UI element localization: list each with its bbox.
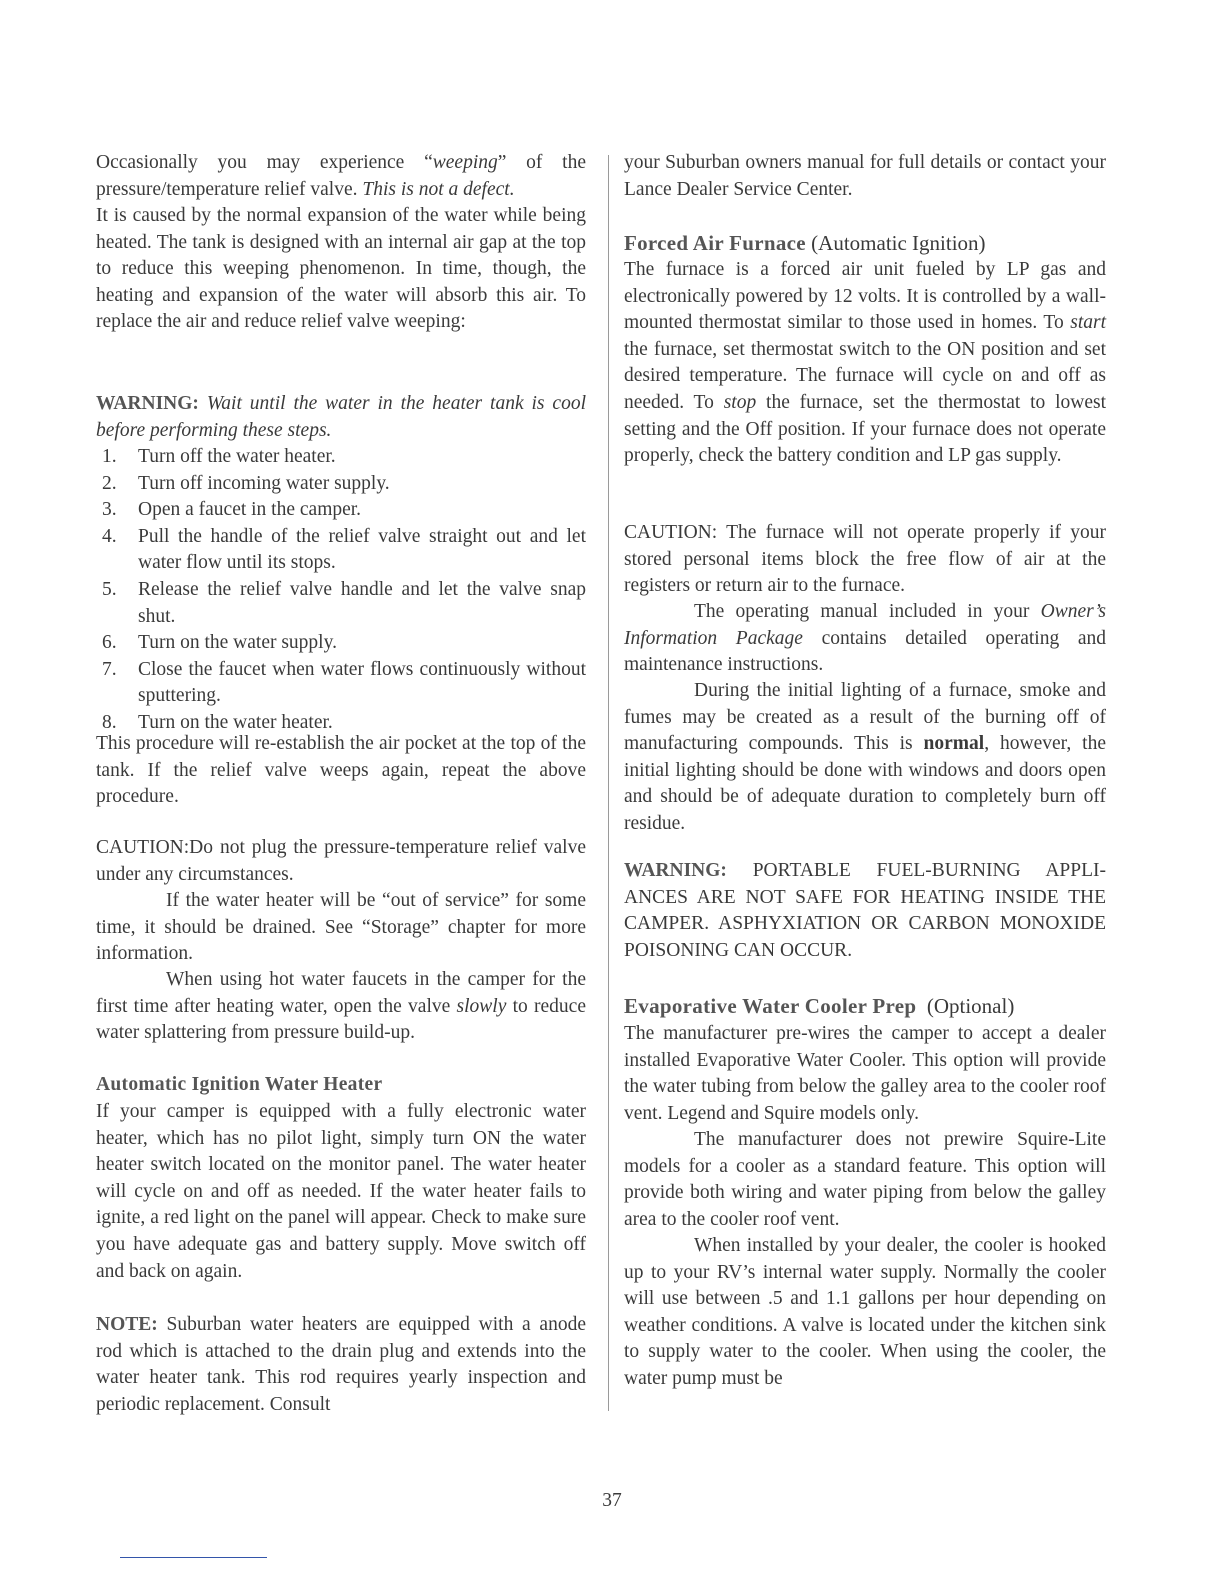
faucet-paragraph: When using hot water faucets in the camper for the first time after heating water, open the valve slowly to reduce water splattering from pressure build-up.: [96, 969, 586, 1044]
continued-paragraph: your Suburban owners manual for full details or contact your Lance Dealer Service Center.: [624, 152, 1106, 200]
storage-paragraph: If the water heater will be “out of service” for some time, it should be drained. See “Storage” chapter for more information.: [96, 890, 586, 965]
water-heater-paragraph: If your camper is equipped with a fully electronic water heater, which has no pilot light, simply turn ON the water heater switch located on the monitor panel. The water heater will cycle on and off as needed. If the water heater fails to ignite, a red light on the panel will appear. Check to make sure you have adequate gas and battery supply. Move switch off and back on again.: [96, 1101, 586, 1282]
warning-label: WARNING:: [624, 860, 727, 881]
column-divider: [608, 155, 609, 1411]
list-item: 6. Turn on the water supply.: [102, 632, 337, 654]
installation-paragraph: When installed by your dealer, the cooler is hooked up to your RV’s internal water supply. Normally the cooler will use between .5 and 1.1 gallons per hour depending on weather conditions. A valve is located under the kitchen sink to supply water to the cooler. When using the cooler, the water pump must be: [624, 1235, 1106, 1389]
warning-label: WARNING:: [96, 393, 199, 414]
caution-note: CAUTION:Do not plug the pressure-temperature relief valve under any circumstances.: [96, 837, 586, 885]
list-item: 5. Release the relief valve handle and let the valve snap shut.: [102, 578, 586, 627]
steps-list: [96, 444, 586, 737]
cooler-paragraph: The manufacturer pre-wires the camper to accept a dealer installed Evaporative Water Cooler. This option will provide the water tubing from below the galley area to the cooler roof vent. Legend and Squire models only.: [624, 1023, 1106, 1124]
procedure-paragraph: This procedure will re-establish the air pocket at the top of the tank. If the relief valve weeps again, repeat the above procedure.: [96, 733, 586, 808]
squire-lite-paragraph: The manufacturer does not prewire Squire-Lite models for a cooler as a standard feature. This option will provide both wiring and water piping from below the galley area to the cooler roof vent.: [624, 1129, 1106, 1230]
section-heading: Forced Air Furnace (Automatic Ignition): [624, 231, 986, 255]
cause-paragraph: It is caused by the normal expansion of the water while being heated. The tank is designed with an internal air gap at the top to reduce this weeping phenomenon. In time, though, the heating and expansion of the water will absorb this air. To replace the air and reduce relief valve weeping:: [96, 205, 586, 333]
warning-note: WARNING: Wait until the water in the heater tank is cool before performing these steps.: [96, 393, 586, 441]
lighting-paragraph: During the initial lighting of a furnace, smoke and fumes may be created as a result of the burning off of manufacturing compounds. This is normal, however, the initial lighting should be done with windows and doors open and should be of adequate duration to completely burn off residue.: [624, 680, 1106, 834]
list-item: 8. Turn on the water heater.: [102, 711, 333, 733]
page-number: 37: [602, 1490, 622, 1511]
note-paragraph: NOTE: Suburban water heaters are equipped with a anode rod which is attached to the drain plug and extends into the water heater tank. This rod requires yearly inspection and periodic replacement. Consult: [96, 1314, 586, 1415]
warning-note: WARNING: PORTABLE FUEL-BURNING APPLI-ANCES ARE NOT SAFE FOR HEATING INSIDE THE CAMPER. ASPHYXIATION OR CARBON MONOXIDE POISONING CAN OCCUR.: [624, 860, 1106, 961]
section-heading: Automatic Ignition Water Heater: [96, 1074, 383, 1095]
caution-note: CAUTION: The furnace will not operate properly if your stored personal items block the free flow of air at the registers or return air to the furnace.: [624, 522, 1106, 597]
furnace-paragraph: The furnace is a forced air unit fueled by LP gas and electronically powered by 12 volts. It is controlled by a wall-mounted thermostat similar to those used in homes. To start the furnace, set thermostat switch to the ON position and set desired temperature. The furnace will cycle on and off as needed. To stop the furnace, set the thermostat to lowest setting and the Off position. If your furnace does not operate properly, check the battery condition and LP gas supply.: [624, 259, 1106, 467]
section-heading: Evaporative Water Cooler Prep (Optional): [624, 994, 1015, 1018]
intro-paragraph: Occasionally you may experience “weeping” of the pressure/temperature relief valve. This is not a defect.: [96, 152, 586, 200]
list-item: 3. Open a faucet in the camper.: [102, 499, 362, 521]
list-item: 4. Pull the handle of the relief valve straight out and let water flow until its stops.: [102, 525, 586, 574]
manual-paragraph: The operating manual included in your Owner’s Information Package contains detailed operating and maintenance instructions.: [624, 601, 1106, 676]
list-item: 7. Close the faucet when water flows continuously without sputtering.: [102, 658, 586, 707]
caution-label: CAUTION:: [96, 837, 190, 858]
list-item: 1. Turn off the water heater.: [102, 446, 336, 467]
note-label: NOTE:: [96, 1314, 158, 1335]
footnote-rule: [120, 1557, 267, 1558]
list-item: 2. Turn off incoming water supply.: [102, 472, 390, 494]
